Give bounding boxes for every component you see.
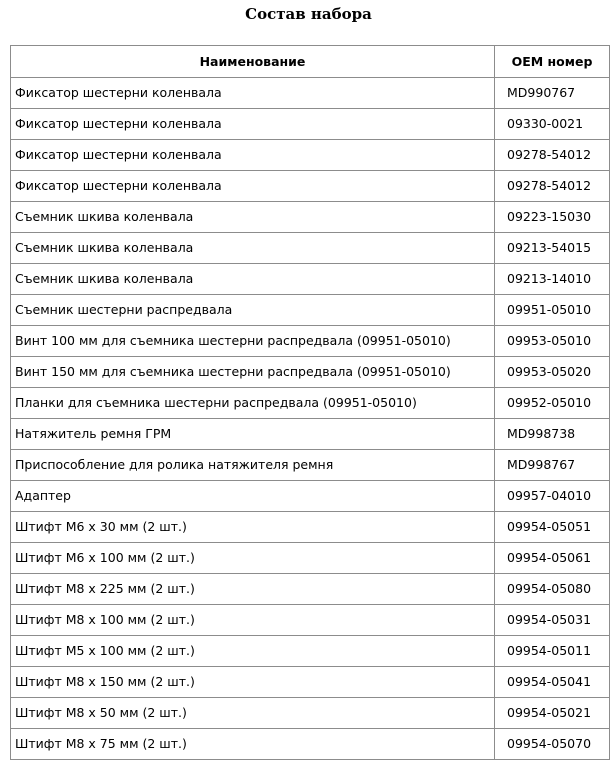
item-name-cell: Фиксатор шестерни коленвала bbox=[11, 171, 494, 202]
table-row bbox=[11, 667, 609, 698]
oem-number-cell: 09278-54012 bbox=[494, 171, 609, 202]
table-row bbox=[11, 419, 609, 450]
table-body bbox=[11, 78, 609, 760]
table-row bbox=[11, 512, 609, 543]
item-name-cell: Съемник шкива коленвала bbox=[11, 233, 494, 264]
oem-number-cell: 09952-05010 bbox=[494, 388, 609, 419]
oem-number-cell: 09954-05051 bbox=[494, 512, 609, 543]
oem-number-cell: 09954-05041 bbox=[494, 667, 609, 698]
item-name-cell: Съемник шкива коленвала bbox=[11, 202, 494, 233]
item-name-cell: Штифт М8 х 150 мм (2 шт.) bbox=[11, 667, 494, 698]
table-row bbox=[11, 171, 609, 202]
column-header-oem: OEM номер bbox=[494, 46, 609, 78]
oem-number-cell: 09954-05070 bbox=[494, 729, 609, 760]
item-name-cell: Фиксатор шестерни коленвала bbox=[11, 140, 494, 171]
oem-number-cell: 09330-0021 bbox=[494, 109, 609, 140]
oem-number-cell: 09954-05021 bbox=[494, 698, 609, 729]
oem-number-cell: 09278-54012 bbox=[494, 140, 609, 171]
item-name-cell: Винт 100 мм для съемника шестерни распредвала (09951-05010) bbox=[11, 326, 494, 357]
item-name-cell: Штифт М8 х 225 мм (2 шт.) bbox=[11, 574, 494, 605]
item-name-cell: Съемник шкива коленвала bbox=[11, 264, 494, 295]
kit-contents-table bbox=[10, 45, 610, 760]
oem-number-cell: 09954-05080 bbox=[494, 574, 609, 605]
table-row bbox=[11, 295, 609, 326]
table-row bbox=[11, 543, 609, 574]
oem-number-cell: MD998738 bbox=[494, 419, 609, 450]
table-row bbox=[11, 605, 609, 636]
table-row bbox=[11, 698, 609, 729]
item-name-cell: Планки для съемника шестерни распредвала (09951-05010) bbox=[11, 388, 494, 419]
oem-number-cell: 09951-05010 bbox=[494, 295, 609, 326]
item-name-cell: Винт 150 мм для съемника шестерни распредвала (09951-05010) bbox=[11, 357, 494, 388]
table-row bbox=[11, 357, 609, 388]
item-name-cell: Штифт М6 х 30 мм (2 шт.) bbox=[11, 512, 494, 543]
table-row bbox=[11, 140, 609, 171]
item-name-cell: Фиксатор шестерни коленвала bbox=[11, 109, 494, 140]
table-row bbox=[11, 574, 609, 605]
table-row bbox=[11, 481, 609, 512]
kit-contents-table-container bbox=[10, 45, 610, 760]
item-name-cell: Натяжитель ремня ГРМ bbox=[11, 419, 494, 450]
page-title: Состав набора bbox=[245, 5, 372, 23]
item-name-cell: Штифт М8 х 75 мм (2 шт.) bbox=[11, 729, 494, 760]
oem-number-cell: 09213-14010 bbox=[494, 264, 609, 295]
oem-number-cell: 09957-04010 bbox=[494, 481, 609, 512]
table-header-row bbox=[11, 46, 609, 78]
table-row bbox=[11, 78, 609, 109]
item-name-cell: Съемник шестерни распредвала bbox=[11, 295, 494, 326]
table-row bbox=[11, 636, 609, 667]
table-row bbox=[11, 233, 609, 264]
table-row bbox=[11, 388, 609, 419]
item-name-cell: Фиксатор шестерни коленвала bbox=[11, 78, 494, 109]
table-row bbox=[11, 729, 609, 760]
oem-number-cell: 09954-05061 bbox=[494, 543, 609, 574]
column-header-name: Наименование bbox=[11, 46, 494, 78]
oem-number-cell: 09223-15030 bbox=[494, 202, 609, 233]
table-row bbox=[11, 326, 609, 357]
table-row bbox=[11, 109, 609, 140]
item-name-cell: Приспособление для ролика натяжителя ремня bbox=[11, 450, 494, 481]
oem-number-cell: 09213-54015 bbox=[494, 233, 609, 264]
item-name-cell: Штифт М6 х 100 мм (2 шт.) bbox=[11, 543, 494, 574]
item-name-cell: Штифт М5 х 100 мм (2 шт.) bbox=[11, 636, 494, 667]
table-row bbox=[11, 264, 609, 295]
item-name-cell: Штифт М8 х 50 мм (2 шт.) bbox=[11, 698, 494, 729]
oem-number-cell: 09953-05010 bbox=[494, 326, 609, 357]
table-row bbox=[11, 202, 609, 233]
oem-number-cell: MD998767 bbox=[494, 450, 609, 481]
oem-number-cell: 09954-05031 bbox=[494, 605, 609, 636]
table-row bbox=[11, 450, 609, 481]
item-name-cell: Штифт М8 х 100 мм (2 шт.) bbox=[11, 605, 494, 636]
oem-number-cell: 09954-05011 bbox=[494, 636, 609, 667]
oem-number-cell: MD990767 bbox=[494, 78, 609, 109]
item-name-cell: Адаптер bbox=[11, 481, 494, 512]
oem-number-cell: 09953-05020 bbox=[494, 357, 609, 388]
